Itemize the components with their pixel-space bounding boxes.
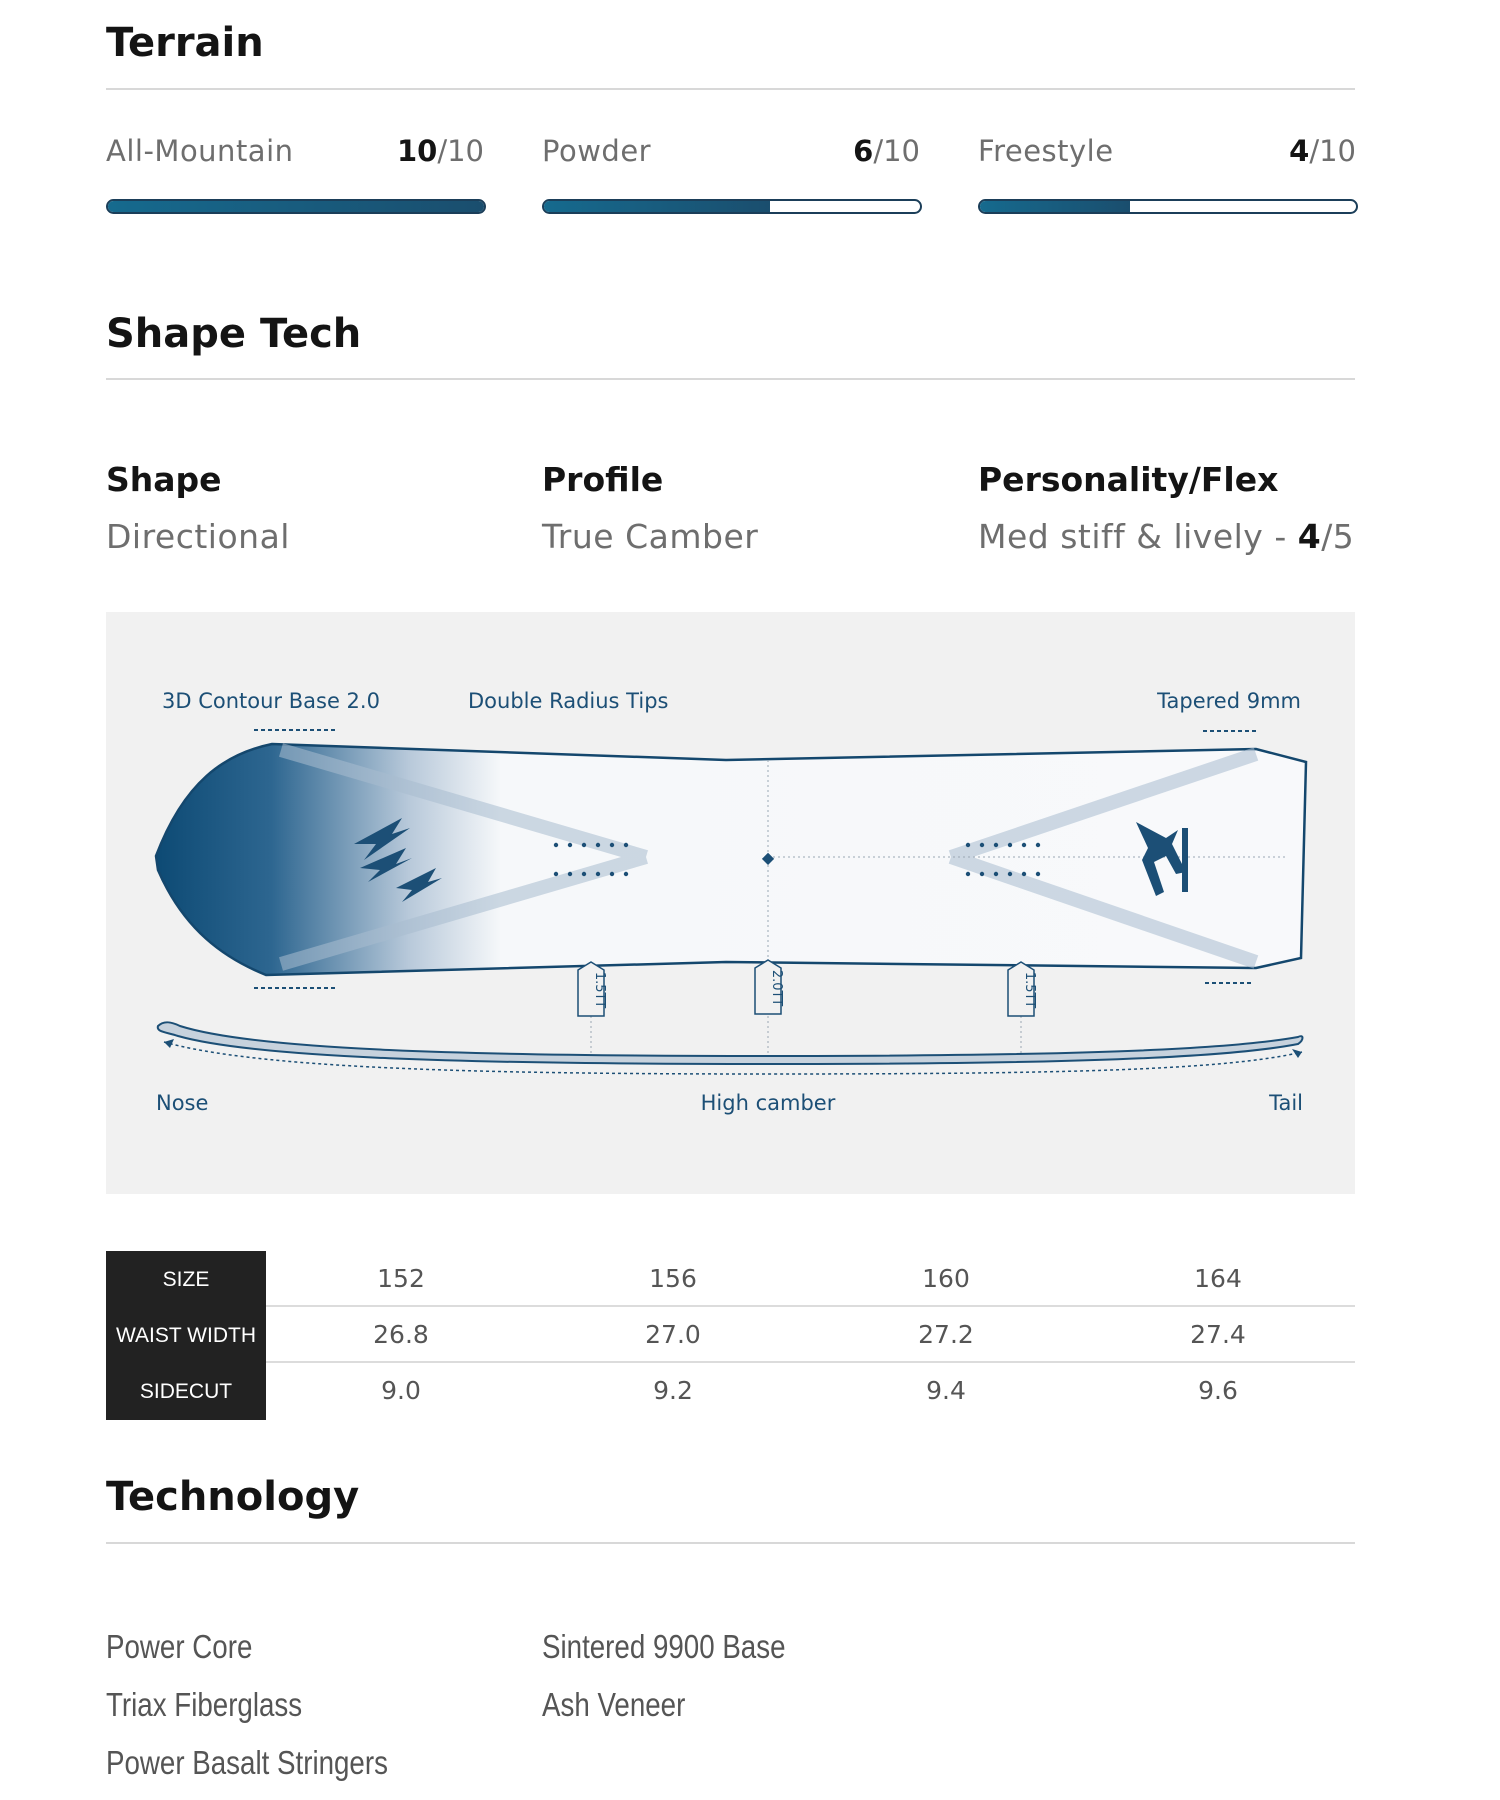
spec-heading: Personality/Flex — [978, 460, 1279, 499]
technology-item: Power Basalt Stringers — [106, 1744, 388, 1781]
table-cell: 9.6 — [1198, 1376, 1238, 1405]
spec-value: True Camber — [542, 517, 759, 556]
table-cell: 26.8 — [373, 1320, 429, 1349]
arrow-right-icon — [1292, 1049, 1302, 1058]
technology-divider — [106, 1542, 1355, 1544]
technology-item: Triax Fiberglass — [106, 1686, 303, 1723]
technology-item: Ash Veneer — [542, 1686, 686, 1723]
table-row — [106, 1307, 1355, 1363]
technology-list-right — [542, 1618, 786, 1734]
spec-heading: Shape — [106, 460, 222, 499]
table-cell: 27.4 — [1190, 1320, 1246, 1349]
terrain-rating-bar — [106, 199, 486, 214]
board-top-view — [156, 744, 1306, 975]
terrain-rating-bar — [542, 199, 922, 214]
camber-label: High camber — [700, 1091, 836, 1115]
technology-list-left — [106, 1618, 388, 1792]
table-header-sidecut: SIDECUT — [106, 1363, 266, 1420]
terrain-divider — [106, 88, 1355, 90]
center-mark-icon: ◆ — [761, 848, 775, 867]
nose-label: Nose — [156, 1091, 209, 1115]
shape-tech-divider — [106, 378, 1355, 380]
terrain-rating-bar — [978, 199, 1358, 214]
table-row — [106, 1363, 1355, 1419]
size-table — [106, 1251, 1355, 1419]
double-radius-label: Double Radius Tips — [468, 689, 669, 713]
terrain-score: 4/10 — [1289, 134, 1356, 168]
svg-text:2.0TT: 2.0TT — [769, 969, 784, 1007]
tapered-label: Tapered 9mm — [1157, 689, 1301, 713]
terrain-rating-fill — [980, 201, 1130, 212]
technology-title: Technology — [106, 1474, 360, 1520]
spec-profile — [542, 460, 942, 556]
board-side-profile — [158, 1022, 1303, 1064]
terrain-label: Powder — [542, 134, 652, 168]
table-header-waist-width: WAIST WIDTH — [106, 1307, 266, 1364]
table-cell: 164 — [1194, 1264, 1242, 1293]
contour-base-label: 3D Contour Base 2.0 — [162, 689, 380, 713]
table-cell: 27.0 — [645, 1320, 701, 1349]
table-cell: 27.2 — [918, 1320, 974, 1349]
svg-text:1.5TT: 1.5TT — [592, 971, 607, 1009]
table-cell: 9.2 — [653, 1376, 693, 1405]
table-row — [106, 1251, 1355, 1307]
table-cell: 156 — [649, 1264, 697, 1293]
spec-heading: Profile — [542, 460, 664, 499]
spec-shape — [106, 460, 506, 556]
terrain-score: 10/10 — [396, 134, 484, 168]
board-diagram-svg — [106, 612, 1355, 1194]
tail-label: Tail — [1269, 1091, 1303, 1115]
shape-tech-title: Shape Tech — [106, 311, 362, 357]
technology-item: Power Core — [106, 1628, 253, 1665]
terrain-label: All-Mountain — [106, 134, 294, 168]
spec-value: Med stiff & lively - 4/5 — [978, 517, 1355, 556]
spec-value: Directional — [106, 517, 290, 556]
spec-flex — [978, 460, 1378, 556]
terrain-score: 6/10 — [853, 134, 920, 168]
svg-text:1.5TT: 1.5TT — [1022, 971, 1037, 1009]
terrain-rating-fill — [108, 201, 484, 212]
technology-item: Sintered 9900 Base — [542, 1628, 786, 1665]
terrain-title: Terrain — [106, 20, 264, 66]
table-cell: 9.4 — [926, 1376, 966, 1405]
table-cell: 152 — [377, 1264, 425, 1293]
table-cell: 9.0 — [381, 1376, 421, 1405]
insert-tag — [1008, 962, 1037, 1054]
insert-tag — [578, 962, 607, 1054]
terrain-rating-fill — [544, 201, 770, 212]
table-cell: 160 — [922, 1264, 970, 1293]
board-diagram — [106, 612, 1355, 1194]
insert-tag — [755, 960, 784, 1054]
terrain-label: Freestyle — [978, 134, 1114, 168]
table-header-size: SIZE — [106, 1251, 266, 1308]
